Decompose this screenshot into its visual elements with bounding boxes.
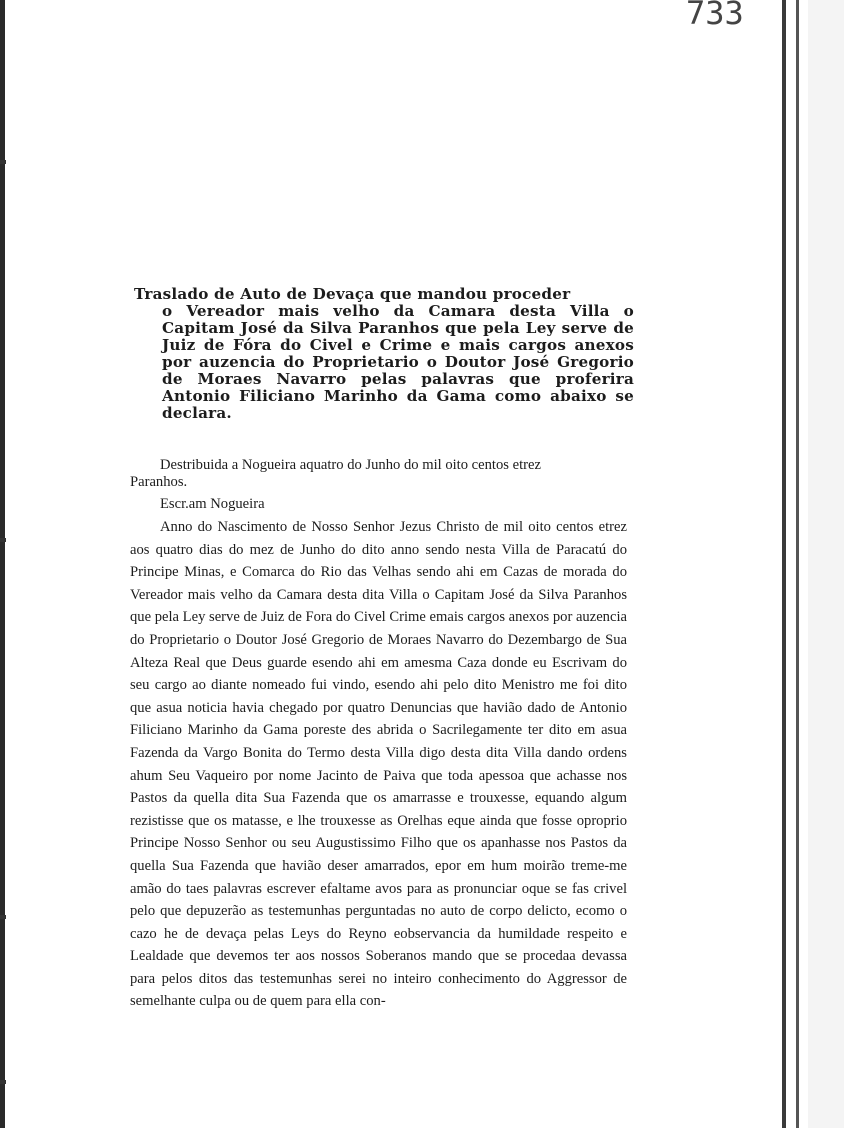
- body-paragraph: [130, 516, 627, 1013]
- scan-right-edge-2: [796, 0, 799, 1128]
- binding-mark: [0, 160, 6, 164]
- body-text: Anno do Nascimento de Nosso Senhor Jezus Christo de mil oito centos etrez aos quatro dias do mez de Junho do dito anno sendo nesta Villa de Paracatú do Principe Minas, e Comarca do Rio das Velhas sendo ahi em Cazas de morada do Vereador mais velho da Camara desta dita Villa o Capitam José da Silva Paranhos que pela Ley serve de Juiz de Fora do Civel Crime emais cargos anexos por auzencia do Proprietario o Doutor José Gregorio de Moraes Navarro do Dezembargo de Sua Alteza Real que Deus guarde esendo ahi em amesma Caza donde eu Escrivam do seu cargo ao diante nomeado fui vindo, esendo ahi pelo dito Menistro me foi dito que asua noticia havia chegado por quatro Denuncias que havião dado de Antonio Filiciano Marinho da Gama poreste des abrida o Sacrilegamente ter dito em asua Fazenda da Vargo Bonita do Termo desta Villa digo desta dita Villa dando ordens ahum Seu Vaqueiro por nome Jacinto de Paiva que toda apessoa que achasse nos Pastos da quella dita Sua Fazenda que os amarrasse e trouxesse, equando algum rezistisse que os matasse, e lhe trouxesse as Orelhas eque ainda que fosse oproprio Principe Nosso Senhor ou seu Augustissimo Filho que os apanhasse nos Pastos da quella Sua Fazenda que havião deser amarrados, epor em hum moirão treme-me amão do taes palavras escrever efaltame avos para as pronunciar oque se fas crivel pelo que depuzerão as testemunhas perguntadas no auto de corpo delicto, ecomo o cazo he de devaça pelas Leys do Reyno eobservancia da humildade respeito e Lealdade que devemos ter aos nossos Soberanos mando que se procedaa devassa para pelos ditos das testemunhas serei no inteiro conhecimento do Aggressor de semelhante culpa ou de quem para ella con-: [130, 519, 627, 1010]
- scan-left-edge: [0, 0, 5, 1128]
- binding-mark: [0, 1080, 6, 1084]
- document-heading: [134, 286, 634, 422]
- folio-number: 733: [686, 0, 744, 32]
- escrivao-line: Escr.am Nogueira: [160, 496, 265, 512]
- distribution-note: [130, 457, 630, 491]
- distribution-line-2: Paranhos.: [130, 474, 188, 490]
- binding-mark: [0, 915, 6, 919]
- heading-first-line: Traslado de Auto de Devaça que mandou proceder: [134, 285, 571, 303]
- scan-right-edge: [782, 0, 786, 1128]
- distribution-line-1: Destribuida a Nogueira aquatro do Junho do mil oito centos etrez: [160, 457, 541, 473]
- binding-mark: [0, 538, 6, 542]
- heading-continuation: o Vereador mais velho da Camara desta Villa o Capitam José da Silva Paranhos que pela Ley serve de Juiz de Fóra do Civel e Crime e mais cargos anexos por auzencia do Proprietario o Doutor José Gregorio de Moraes Navarro pelas palavras que proferira Antonio Filiciano Marinho da Gama como abaixo se declara.: [162, 302, 634, 422]
- scan-right-margin: [808, 0, 844, 1128]
